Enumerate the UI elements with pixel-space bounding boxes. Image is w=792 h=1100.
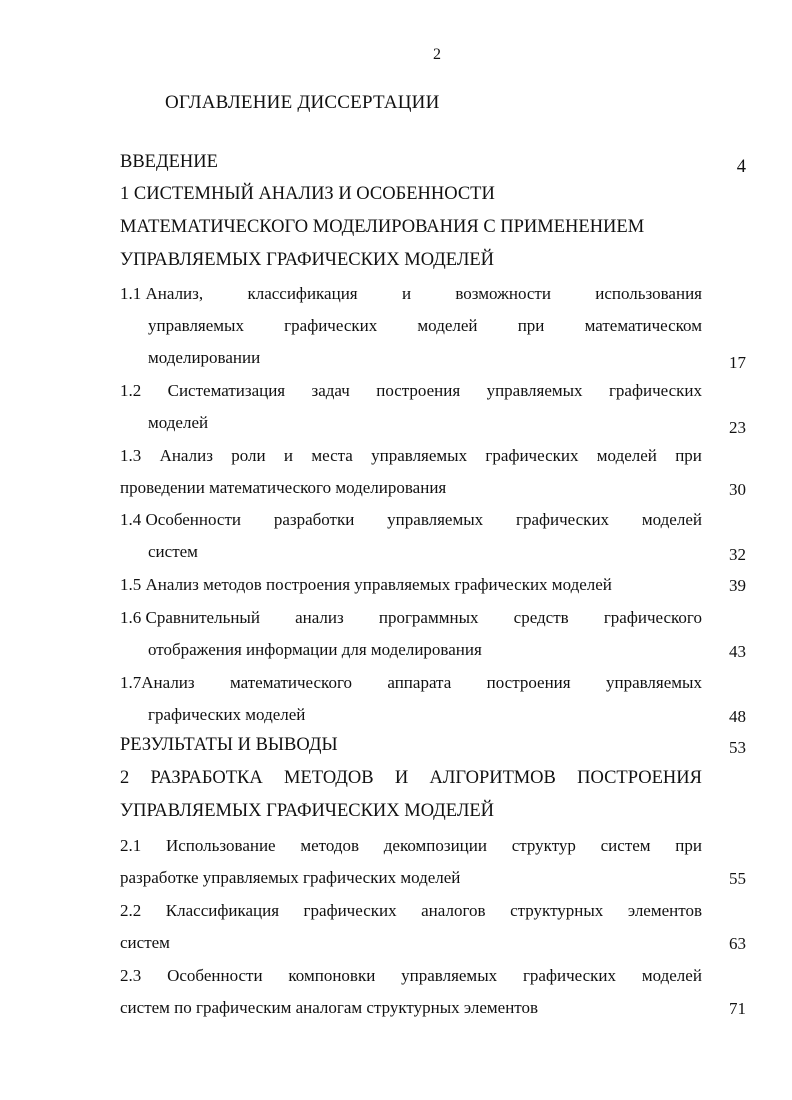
word: Анализ: [159, 446, 213, 465]
toc-2-3-line: систем по графическим аналогам структурных элементов: [120, 998, 539, 1017]
toc-2-3-page: 71: [729, 999, 746, 1018]
word: элементов: [627, 901, 702, 920]
toc-1-3-line: [120, 446, 702, 466]
word: графических: [284, 316, 378, 335]
word: графического: [603, 608, 702, 627]
word: графических: [515, 510, 610, 529]
word: графических: [522, 966, 617, 985]
word: графических: [303, 901, 397, 920]
toc-1-1-page: 17: [729, 353, 746, 372]
toc-2-2-line: систем: [120, 933, 170, 952]
toc-2-3-line: [120, 966, 702, 986]
toc-title: ОГЛАВЛЕНИЕ ДИССЕРТАЦИИ: [165, 92, 440, 113]
toc-intro: ВВЕДЕНИЕ: [120, 152, 218, 172]
word: графических: [485, 446, 579, 465]
toc-ch2-line: [120, 768, 702, 789]
word: Использование: [165, 836, 276, 855]
word: построения: [376, 381, 461, 400]
word: управляемых: [486, 381, 583, 400]
word: 2.1: [120, 836, 142, 855]
word: моделей: [596, 446, 657, 465]
word: 2: [120, 768, 130, 788]
word: аппарата: [387, 673, 452, 692]
toc-1-1-line: моделировании: [148, 348, 261, 367]
word: моделей: [641, 510, 702, 529]
toc-1-7-line: графических моделей: [148, 705, 306, 724]
toc-results-page: 53: [729, 738, 746, 757]
toc-1-6-page: 43: [729, 642, 746, 661]
word: разработки: [273, 510, 355, 529]
word: математического: [230, 673, 353, 692]
word: И: [394, 768, 409, 788]
toc-2-1-page: 55: [729, 869, 746, 888]
toc-2-1-line: разработке управляемых графических моделей: [120, 868, 461, 887]
toc-1-7-page: 48: [729, 707, 746, 726]
toc-ch1-line: УПРАВЛЯЕМЫХ ГРАФИЧЕСКИХ МОДЕЛЕЙ: [120, 250, 495, 270]
toc-1-3-page: 30: [729, 480, 746, 499]
toc-1-2-line: [120, 381, 702, 401]
word: при: [517, 316, 545, 335]
toc-1-5-page: 39: [729, 576, 746, 595]
word: аналогов: [421, 901, 486, 920]
word: и: [283, 446, 294, 465]
word: систем: [600, 836, 651, 855]
word: Систематизация: [167, 381, 286, 400]
word: роли: [231, 446, 266, 465]
toc-1-7-line: [120, 673, 702, 693]
word: управляемых: [401, 966, 498, 985]
word: возможности: [455, 284, 551, 303]
toc-ch1-line: 1 СИСТЕМНЫЙ АНАЛИЗ И ОСОБЕННОСТИ: [120, 184, 495, 204]
word: места: [311, 446, 353, 465]
word: использования: [595, 284, 702, 303]
word: Особенности: [167, 966, 263, 985]
word: задач: [311, 381, 350, 400]
word: классификация: [247, 284, 358, 303]
word: 2.2: [120, 901, 142, 920]
word: МЕТОДОВ: [284, 768, 374, 788]
word: методов: [300, 836, 360, 855]
word: 1.1 Анализ,: [120, 284, 204, 303]
word: 1.2: [120, 381, 142, 400]
word: ПОСТРОЕНИЯ: [577, 768, 702, 788]
word: 1.3: [120, 446, 142, 465]
word: при: [675, 446, 702, 465]
toc-intro-page: 4: [736, 157, 746, 177]
word: управляемых: [371, 446, 468, 465]
page-number: 2: [433, 46, 441, 63]
toc-2-2-page: 63: [729, 934, 746, 953]
word: математическом: [584, 316, 702, 335]
word: 2.3: [120, 966, 142, 985]
word: АЛГОРИТМОВ: [429, 768, 556, 788]
toc-ch2-line: УПРАВЛЯЕМЫХ ГРАФИЧЕСКИХ МОДЕЛЕЙ: [120, 801, 495, 821]
word: анализ: [295, 608, 344, 627]
toc-1-2-line: моделей: [148, 413, 209, 432]
toc-ch1-line: МАТЕМАТИЧЕСКОГО МОДЕЛИРОВАНИЯ С ПРИМЕНЕНИЕМ: [120, 217, 645, 237]
toc-1-4-line: [120, 510, 702, 530]
word: Классификация: [165, 901, 280, 920]
word: построения: [486, 673, 571, 692]
word: компоновки: [288, 966, 376, 985]
toc-1-4-page: 32: [729, 545, 746, 564]
word: программных: [378, 608, 479, 627]
word: структур: [511, 836, 576, 855]
word: моделей: [641, 966, 702, 985]
toc-2-1-line: [120, 836, 702, 856]
word: при: [675, 836, 702, 855]
word: управляемых: [387, 510, 484, 529]
toc-results: РЕЗУЛЬТАТЫ И ВЫВОДЫ: [120, 735, 338, 755]
word: 1.6 Сравнительный: [120, 608, 260, 627]
word: и: [401, 284, 412, 303]
toc-1-1-line: [120, 284, 702, 304]
word: декомпозиции: [383, 836, 487, 855]
word: управляемых: [605, 673, 702, 692]
word: 1.4 Особенности: [120, 510, 241, 529]
word: средств: [513, 608, 569, 627]
toc-1-6-line: [120, 608, 702, 628]
word: 1.7Анализ: [120, 673, 195, 692]
word: управляемых: [148, 316, 244, 335]
toc-2-2-line: [120, 901, 702, 921]
toc-1-4-line: систем: [148, 542, 198, 561]
toc-1-2-page: 23: [729, 418, 746, 437]
word: моделей: [417, 316, 478, 335]
toc-1-5-line: 1.5 Анализ методов построения управляемых графических моделей: [120, 575, 612, 594]
word: РАЗРАБОТКА: [150, 768, 263, 788]
word: графических: [608, 381, 702, 400]
toc-1-3-line: проведении математического моделирования: [120, 478, 447, 497]
toc-1-6-line: отображения информации для моделирования: [148, 640, 482, 659]
word: структурных: [510, 901, 604, 920]
toc-1-1-line: [148, 316, 702, 336]
